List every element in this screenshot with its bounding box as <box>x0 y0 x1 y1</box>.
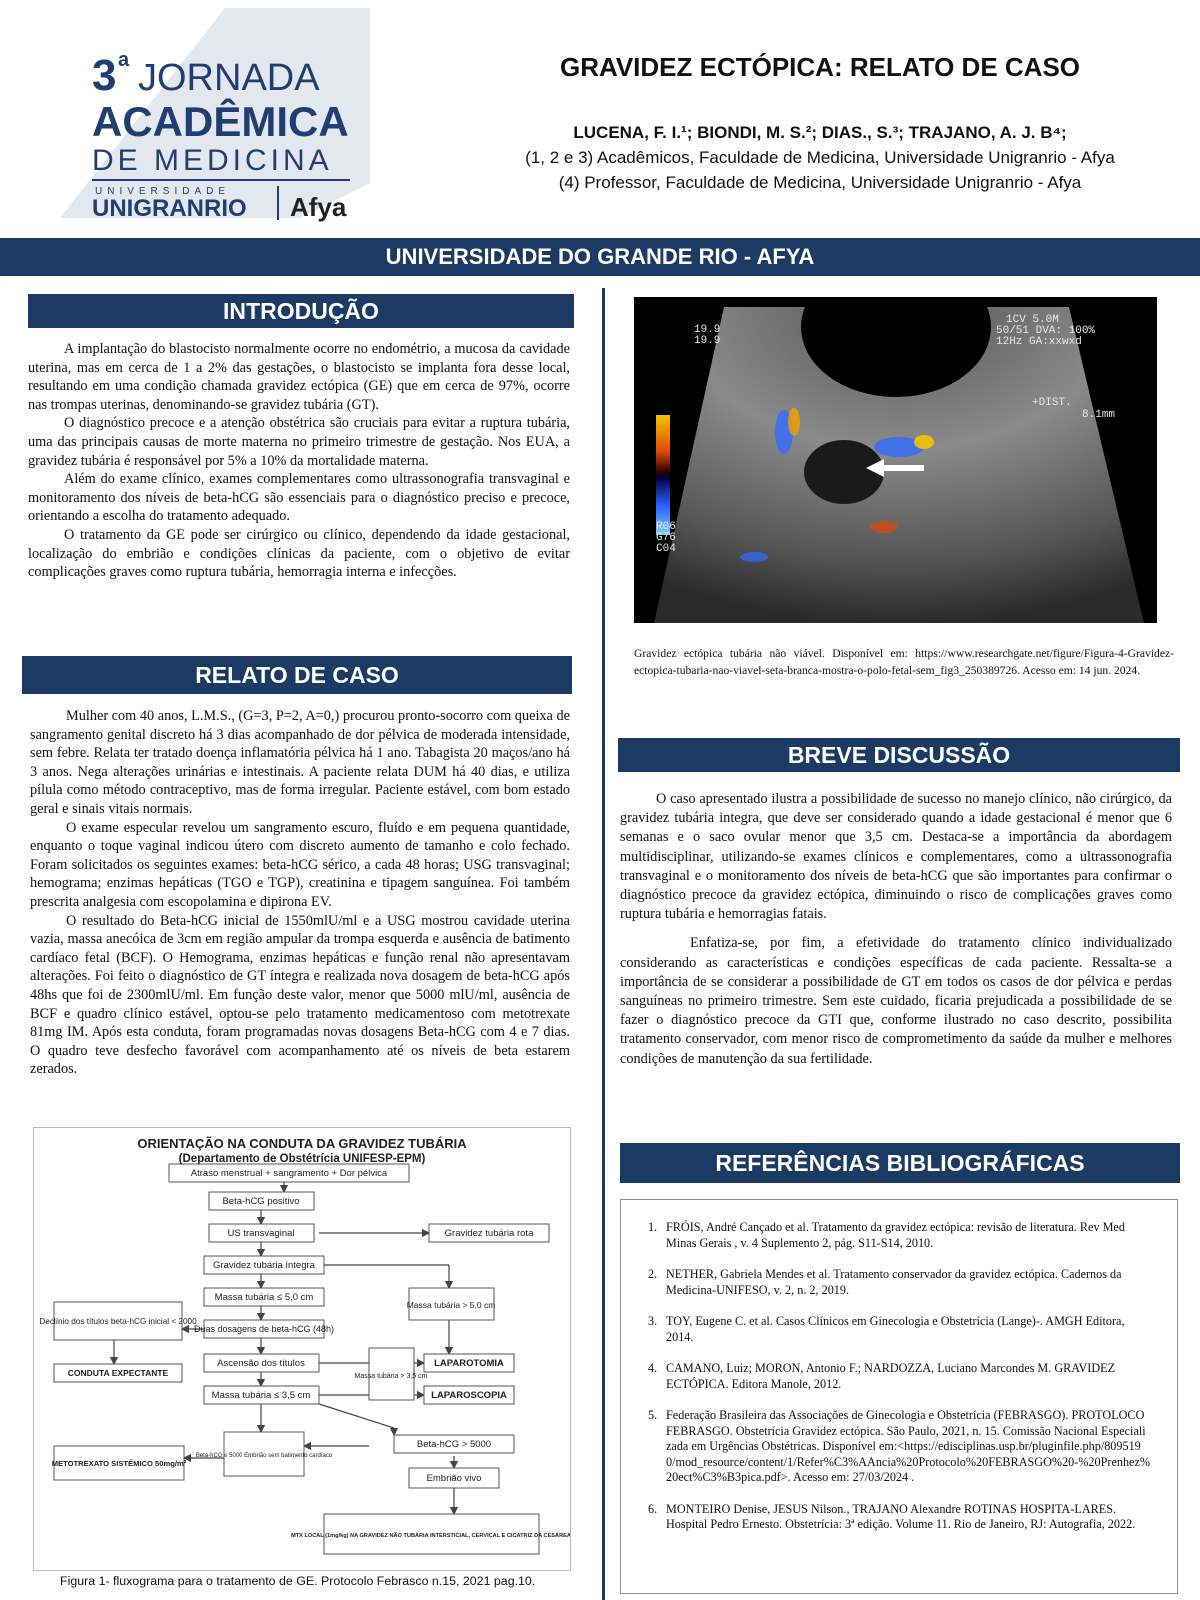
discussion-paragraph-2: Enfatiza-se, por fim, a efetividade do tratamento clínico individualizado considerando as características e condições específicas de cada paciente. Ressalta-se a importância de se considerar a possibilidade de GT em todos os casos de dor pélvica e perdas sanguíneas no primeiro trimestre. Sem este cuidado, ficaria prejudicada a possibilidade de se fazer o diagnóstico precoce da GTI que, conforme ilustrado no caso descrito, possibilita tratamento conservador, com menor risco de comprometimento da saúde da mulher e melhores condições de manutenção da sua fertilidade. <box>620 935 1172 1067</box>
logo-line1: JORNADA <box>138 57 320 99</box>
discussion-paragraph-1: O caso apresentado ilustra a possibilidade de sucesso no manejo clínico, não cirúrgico, da gravidez tubária integra, que deve ser considerado quando a idade gestacional é menor que 6 semanas e o saco ovular menor que 3,5 cm. Destaca-se a importância da abordagem multidisciplinar, utilizando-se exames clínicos e complementares, como a ultrassonografia transvaginal e o monitoramento dos níveis de beta-hCG que são importantes para confirmar o diagnóstico precoce da gravidez ectópica, diminuindo o risco de complicações graves como ruptura tubária e hemorragias fatais. <box>620 791 1172 923</box>
flow-subtitle: (Departamento de Obstétrícia UNIFESP-EPM) <box>178 1153 426 1165</box>
event-logo <box>60 8 370 226</box>
us-readout-right2: 50/51 DVA: 100% <box>996 325 1096 337</box>
reference-item: 3. TOY, Eugene C. et al. Casos Clínicos em Ginecologia e Obstetrícia (Lange)-. AMGH Editora, 2014. <box>648 1314 1125 1344</box>
ultrasound-image <box>634 297 1157 623</box>
logo-line2: ACADÊMICA <box>92 98 349 145</box>
us-readout-left2: 19.9 <box>694 335 721 347</box>
flowchart-caption: Figura 1- fluxograma para o tratamento de GE. Protocolo Febrasco n.15, 2021 pag.10. <box>60 1574 536 1588</box>
references-heading: REFERÊNCIAS BIBLIOGRÁFICAS <box>620 1143 1180 1183</box>
affiliation-2: (4) Professor, Faculdade de Medicina, Universidade Unigranrio - Afya <box>558 173 1082 192</box>
us-dist-value: 8.1mm <box>1082 409 1116 421</box>
flow-label-us: US transvaginal <box>227 1228 295 1239</box>
flow-label-beta-le: Beta-hCG ≤ 5000 Embrião sem batimento cardíaco <box>195 1453 333 1459</box>
logo-univ-big: UNIGRANRIO <box>92 195 247 222</box>
logo-line3: DE MEDICINA <box>92 144 333 177</box>
discussion-text <box>620 790 1172 1069</box>
logo-graphic <box>60 8 370 226</box>
case-paragraph-1: Mulher com 40 anos, L.M.S., (G=3, P=2, A=0,) procurou pronto-socorro com queixa de sangramento genital discreto há 3 dias acompanhado de dor pélvica de moderada intensidade, sem febre. Relata ter tratado doença inflamatória pélvica há 1 ano. Tabagista 20 maços/ano há 3 anos. Nega alterações urinárias e intestinais. A paciente relata DUM há 40 dias, e utiliza pílula como método contraceptivo, mas de forma irregular. Paciente estável, com bom estado geral e sinais vitais normais. <box>30 708 570 817</box>
flow-label-massa5: Massa tubária ≤ 5,0 cm <box>214 1292 314 1303</box>
flowchart-figure <box>33 1127 571 1571</box>
flow-label-mtx: MTX LOCAL (1mg/kg) NA GRAVIDEZ NÃO TUBÁRIA INTERSTICIAL, CERVICAL E CICATRIZ DA CESÁREA <box>291 1533 570 1539</box>
intro-paragraph-4: O tratamento da GE pode ser cirúrgico ou clínico, dependendo da idade gestacional, localização do embrião e condições clínicas da paciente, com o objetivo de evitar complicações graves como ruptura tubária, hemorragia interna e infecções. <box>28 526 570 581</box>
case-heading: RELATO DE CASO <box>22 656 572 694</box>
flow-label-conduta: CONDUTA EXPECTANTE <box>67 1368 169 1378</box>
us-settings3: C04 <box>656 543 676 555</box>
intro-paragraph-3: Além do exame clínico, exames complementares como ultrassonografia transvaginal e monitoramento dos níveis de beta-hCG são essenciais para o diagnóstico preciso e precoce, orientando a escolha do tratamento adequado. <box>28 471 570 525</box>
reference-item: 2. NETHER, Gabriela Mendes et al. Tratamento conservador da gravidez ectópica. Cadernos da Medicina-UNIFESO, v. 2, n. 2, 2019. <box>648 1267 1122 1297</box>
ultrasound-svg <box>634 297 1157 623</box>
flow-label-atraso: Atraso menstrual + sangramento + Dor pélvica <box>190 1168 388 1179</box>
flow-title: ORIENTAÇÃO NA CONDUTA DA GRAVIDEZ TUBÁRIA <box>137 1136 467 1151</box>
us-readout-left1: 19.9 <box>694 324 721 336</box>
us-settings2: G76 <box>656 532 676 544</box>
reference-item: 4. CAMANO, Luiz; MORON, Antonio F.; NARDOZZA, Luciano Marcondes M. GRAVIDEZ ECTÓPICA. Editora Manole, 2012. <box>648 1361 1116 1391</box>
intro-text <box>28 340 570 582</box>
column-divider <box>602 288 605 1600</box>
references-list <box>630 1220 1150 1549</box>
color-scale <box>656 415 670 535</box>
flow-label-beta: Beta-hCG positivo <box>222 1196 300 1207</box>
case-paragraph-3: O resultado do Beta-hCG inicial de 1550mlU/ml e a USG mostrou cavidade uterina vazia, massa anecóica de 3cm em região ampular da trompa esquerda e ausência de batimento cardíaco fetal (BCF). O Hemograma, enzimas hepáticas e função renal não apresentavam alterações. Foi feito o diagnóstico de GT íntegra e realizada nova dosagem de beta-hCG após 48hs que foi de 2300mlU/ml. Em função deste valor, menor que 5000 mlU/ml, ausência de BCF e quadro clínico estável, optou-se pelo tratamento medicamentoso com metotrexate 81mg IM. Após esta conduta, foram programadas novas dosagens Beta-hCG com 4 e 7 dias. O quadro teve desfecho favorável com acompanhamento até os níveis de beta estarem zerados. <box>30 912 570 1078</box>
us-readout-right3: 12Hz GA:xxwxd <box>996 336 1082 348</box>
flow-label-metotrexato: METOTREXATO SISTÊMICO 50mg/m² <box>51 1459 187 1468</box>
intro-paragraph-1: A implantação do blastocisto normalmente ocorre no endométrio, a mucosa da cavidade uterina, mas em cerca de 1 a 2% das gestações, o blastocisto se implanta fora desse local, resultando em uma condição chamada gravidez ectópica (GE) que em cerca de 97%, ocorre nas trompas uterinas, denominando-se gravidez tubária (GT). <box>28 341 570 413</box>
university-banner: UNIVERSIDADE DO GRANDE RIO - AFYA <box>0 238 1200 276</box>
gestational-sac <box>804 440 884 504</box>
flow-label-embriao: Embrião vivo <box>426 1473 482 1484</box>
ultrasound-caption: Gravidez ectópica tubária não viável. Disponível em: https://www.researchgate.net/figure/Figura-4-Gravidez-ectopica-tubaria-nao-viavel-seta-branca-mostra-o-polo-fetal-sem_fig3_250389726. Acesso em: 14 jun. 2024. <box>634 647 1174 677</box>
reference-item: 5. Federação Brasileira das Associações de Ginecologia e Obstetrícia (FEBRASGO). PROTOLOCO FEBRASGO. Obstetrícia Gravidez ectópica. São Paulo, 2021, n. 15. Comissão Nacional Especializada em Urgências Obstétricas. Disponível em:<https://edisciplinas.usp.br/pluginfile.php/8095190/mod_resource/content/1/Refer%C3%AAncia%20Protocolo%20FEBRASGO%20-%20Prenhez%20ect%C3%B3pica.pdf>. Acesso em: 27/03/2024 . <box>648 1408 1151 1484</box>
logo-edition-sup: a <box>118 49 130 71</box>
intro-paragraph-2: O diagnóstico precoce e a atenção obstétrica são cruciais para evitar a ruptura tubária, uma das principais causas de morte materna no primeiro trimestre de gestação. Nos EUA, a gravidez tubária é responsável por 5% a 10% da mortalidade materna. <box>28 415 570 469</box>
poster-title: GRAVIDEZ ECTÓPICA: RELATO DE CASO <box>559 52 1081 82</box>
reference-item: 6. MONTEIRO Denise, JESUS Nilson., TRAJANO Alexandre ROTINAS HOSPITA-LARES. Hospital Pedro Ernesto. Obstetrícia: 3ª edição. Volume 11. Rio de Janeiro, RJ: Autografia, 2022. <box>648 1501 1136 1531</box>
flow-label-laparotomia: LAPAROTOMIA <box>434 1358 504 1369</box>
reference-item: 1. FRÓIS, André Cançado et al. Tratamento da gravidez ectópica: revisão de literatura. Rev Med Minas Gerais , v. 4 Suplemento 2, pág. S11-S14, 2010. <box>648 1220 1125 1250</box>
flowchart-svg <box>34 1128 570 1570</box>
logo-partner: Afya <box>290 192 347 222</box>
flow-label-massa35: Massa tubária ≤ 3,5 cm <box>211 1390 311 1401</box>
flow-label-duas: Duas dosagens de beta-hCG (48h) <box>193 1324 335 1334</box>
flow-label-ascensao: Ascensão dos títulos <box>217 1358 305 1369</box>
intro-heading: INTRODUÇÃO <box>28 294 574 328</box>
case-paragraph-2: O exame especular revelou um sangramento escuro, fluído e em pequena quantidade, enquanto o toque vaginal indicou útero com discreto aumento de tamanho e colo fechado. Foram solicitados os seguintes exames: beta-hCG sérico, a cada 48 horas; USG transvaginal; hemograma; enzimas hepáticas (TGO e TGP), creatinina e tipagem sanguínea. Foi também prescrita analgesia com escopolamina e dipirona EV. <box>30 819 570 910</box>
logo-univ-small: UNIVERSIDADE <box>95 186 231 197</box>
author-block <box>470 120 1170 195</box>
flow-label-declinio: Declínio dos títulos beta-hCG inicial < 2000 <box>39 1317 197 1326</box>
flow-label-beta5000: Beta-hCG > 5000 <box>416 1439 492 1450</box>
flow-label-laparoscopia: LAPAROSCOPIA <box>431 1390 507 1401</box>
case-text <box>30 707 570 1079</box>
us-dist-label: +DIST. <box>1032 397 1072 409</box>
discussion-heading: BREVE DISCUSSÃO <box>618 738 1180 772</box>
authors-line: LUCENA, F. I.¹; BIONDI, M. S.²; DIAS., S.³; TRAJANO, A. J. B⁴; <box>573 123 1067 142</box>
flow-label-rota: Gravidez tubária rota <box>444 1228 534 1239</box>
us-readout-right1: 1CV 5.0M <box>1006 314 1059 326</box>
logo-edition: 3 <box>92 51 117 100</box>
affiliation-1: (1, 2 e 3) Acadêmicos, Faculdade de Medicina, Universidade Unigranrio - Afya <box>525 148 1115 167</box>
flow-label-massa-gt35: Massa tubária > 3,5 cm <box>354 1373 428 1380</box>
flow-label-integra: Gravidez tubária íntegra <box>213 1260 315 1271</box>
flow-label-massa-gt5: Massa tubária > 5,0 cm <box>406 1300 496 1310</box>
us-settings1: R06 <box>656 521 676 533</box>
